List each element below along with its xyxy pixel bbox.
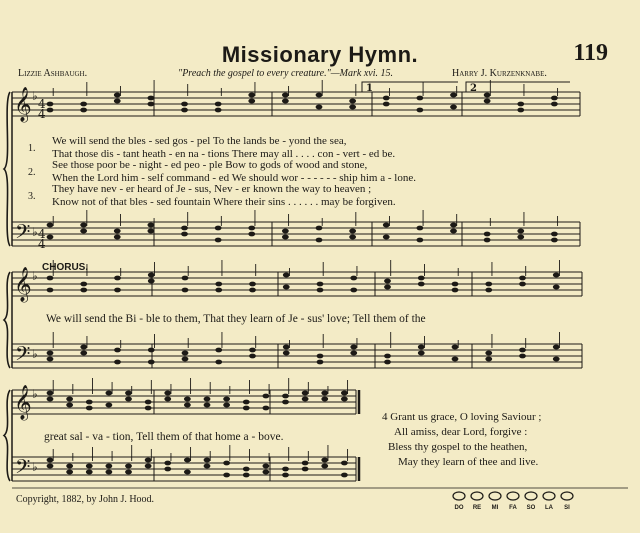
stanza-4-line-1: 4 Grant us grace, O loving Saviour ;: [382, 411, 542, 423]
bass-clef: 𝄢: [15, 455, 31, 483]
note-head: [223, 397, 230, 402]
note-head: [316, 105, 323, 110]
note-head: [321, 464, 328, 469]
flat-sign: ♭: [32, 387, 38, 401]
note-head: [316, 226, 323, 231]
time-signature: 4: [38, 237, 46, 251]
note-head: [384, 360, 391, 365]
note-head: [164, 467, 171, 472]
note-head: [349, 229, 356, 234]
note-head: [105, 403, 112, 408]
note-head: [114, 288, 121, 293]
note-head: [349, 105, 356, 110]
note-head: [262, 464, 269, 469]
note-head: [215, 226, 222, 231]
note-head: [223, 461, 230, 466]
solfa-note-icon: [561, 492, 573, 500]
note-head: [418, 345, 425, 350]
time-signature: 4: [38, 97, 46, 111]
note-head: [485, 351, 492, 356]
note-head: [282, 235, 289, 240]
ending-1-number: 1: [366, 83, 373, 94]
note-head: [105, 391, 112, 396]
solfa-syllable: MI: [491, 505, 499, 511]
note-head: [80, 345, 87, 350]
note-head: [517, 108, 524, 113]
page-number: 119: [573, 40, 608, 66]
note-head: [282, 473, 289, 478]
note-head: [114, 235, 121, 240]
note-head: [248, 99, 255, 104]
note-head: [485, 357, 492, 362]
chorus-label: CHORUS.: [42, 262, 89, 273]
hymn-title: Missionary Hymn.: [221, 42, 419, 67]
note-head: [452, 357, 459, 362]
note-head: [145, 464, 152, 469]
arranger-credit: Harry J. Kurzenknabe.: [452, 68, 547, 79]
note-head: [164, 397, 171, 402]
note-head: [551, 232, 558, 237]
note-head: [148, 273, 155, 278]
note-head: [145, 458, 152, 463]
solfa-legend: [450, 490, 576, 512]
note-head: [383, 96, 390, 101]
note-head: [215, 348, 222, 353]
verse-number: 2.: [28, 167, 36, 178]
note-head: [66, 403, 73, 408]
note-head: [182, 288, 189, 293]
note-head: [147, 102, 154, 107]
note-head: [80, 108, 87, 113]
solfa-note-icon: [543, 492, 555, 500]
note-head: [80, 288, 87, 293]
note-head: [243, 473, 250, 478]
chorus-line-1: We will send the Bi - ble to them, That they learn of Je - sus' love; Tell them of the: [46, 313, 426, 325]
note-head: [418, 282, 425, 287]
flat-sign: ♭: [32, 225, 38, 239]
note-head: [484, 232, 491, 237]
stanza-4-number: 4: [382, 411, 388, 423]
chorus-line-2: great sal - va - tion, Tell them of that home a - bove.: [44, 431, 284, 443]
note-head: [215, 102, 222, 107]
note-head: [114, 360, 121, 365]
note-head: [317, 288, 324, 293]
verse-number: 1.: [28, 143, 36, 154]
ending-bracket: [466, 82, 570, 92]
brace: [4, 272, 10, 368]
note-head: [243, 406, 250, 411]
note-head: [485, 288, 492, 293]
note-head: [147, 96, 154, 101]
note-head: [484, 93, 491, 98]
note-head: [551, 102, 558, 107]
solfa-syllable: SI: [564, 505, 570, 511]
note-head: [553, 345, 560, 350]
composer-credit: Lizzie Ashbaugh.: [18, 68, 88, 79]
note-head: [450, 105, 457, 110]
note-head: [249, 282, 256, 287]
note-head: [519, 354, 526, 359]
note-head: [114, 93, 121, 98]
note-head: [384, 285, 391, 290]
note-head: [553, 273, 560, 278]
verse-3-line-1: They have nev - er heard of Je - sus, Nev - er known the way to heaven ;: [52, 183, 372, 195]
verse-2-line-2: When the Lord him - self command - ed We should wor - - - - - - ship him a - lone.: [52, 172, 416, 184]
note-head: [47, 357, 54, 362]
note-head: [248, 226, 255, 231]
note-head: [519, 276, 526, 281]
note-head: [302, 461, 309, 466]
note-head: [47, 235, 54, 240]
note-head: [551, 238, 558, 243]
note-head: [125, 464, 132, 469]
note-head: [283, 351, 290, 356]
note-head: [316, 238, 323, 243]
stanza-4-line-4: May they learn of thee and live.: [398, 456, 539, 468]
note-head: [204, 397, 211, 402]
note-head: [317, 354, 324, 359]
note-head: [350, 345, 357, 350]
note-head: [223, 473, 230, 478]
note-head: [105, 470, 112, 475]
note-head: [80, 223, 87, 228]
note-head: [551, 96, 558, 101]
note-head: [145, 406, 152, 411]
note-head: [249, 288, 256, 293]
note-head: [283, 273, 290, 278]
note-head: [223, 403, 230, 408]
note-head: [204, 464, 211, 469]
ending-bracket: [362, 82, 458, 92]
flat-sign: ♭: [32, 347, 38, 361]
note-head: [450, 229, 457, 234]
note-head: [416, 226, 423, 231]
solfa-note-icon: [471, 492, 483, 500]
note-head: [317, 282, 324, 287]
note-head: [80, 282, 87, 287]
note-head: [86, 400, 93, 405]
note-head: [182, 357, 189, 362]
note-head: [383, 223, 390, 228]
solfa-note-icon: [453, 492, 465, 500]
note-head: [47, 276, 54, 281]
note-head: [182, 276, 189, 281]
verse-1-line-2: That those dis - tant heath - en na - tions There may all . . . . con - vert - ed be.: [52, 148, 396, 160]
note-head: [416, 238, 423, 243]
note-head: [145, 400, 152, 405]
note-head: [47, 397, 54, 402]
note-head: [181, 232, 188, 237]
note-head: [283, 345, 290, 350]
note-head: [302, 391, 309, 396]
note-head: [47, 102, 54, 107]
note-head: [184, 397, 191, 402]
note-head: [66, 397, 73, 402]
note-head: [164, 461, 171, 466]
note-head: [80, 102, 87, 107]
note-head: [86, 464, 93, 469]
note-head: [125, 397, 132, 402]
note-head: [450, 93, 457, 98]
note-head: [86, 406, 93, 411]
note-head: [47, 458, 54, 463]
note-head: [114, 99, 121, 104]
note-head: [204, 403, 211, 408]
note-head: [302, 467, 309, 472]
bass-clef: 𝄢: [15, 342, 31, 370]
note-head: [248, 93, 255, 98]
note-head: [47, 223, 54, 228]
note-head: [215, 288, 222, 293]
note-head: [517, 102, 524, 107]
note-head: [148, 279, 155, 284]
note-head: [341, 473, 348, 478]
note-head: [147, 229, 154, 234]
copyright-notice: Copyright, 1882, by John J. Hood.: [16, 494, 155, 505]
note-head: [114, 229, 121, 234]
note-head: [184, 458, 191, 463]
note-head: [147, 223, 154, 228]
note-head: [181, 226, 188, 231]
note-head: [47, 351, 54, 356]
note-head: [148, 348, 155, 353]
note-head: [321, 458, 328, 463]
verse-1-line-1: We will send the bles - sed gos - pel To the lands be - yond the sea,: [52, 135, 347, 147]
note-head: [302, 397, 309, 402]
note-head: [341, 391, 348, 396]
solfa-syllable: DO: [454, 505, 464, 511]
flat-sign: ♭: [32, 269, 38, 283]
flat-sign: ♭: [32, 89, 38, 103]
time-signature: 4: [38, 227, 46, 241]
note-head: [66, 470, 73, 475]
note-head: [47, 391, 54, 396]
note-head: [243, 400, 250, 405]
note-head: [181, 108, 188, 113]
note-head: [215, 360, 222, 365]
note-head: [349, 235, 356, 240]
stanza-4-line-2: All amiss, dear Lord, forgive :: [394, 426, 528, 438]
note-head: [321, 397, 328, 402]
note-head: [349, 99, 356, 104]
note-head: [184, 403, 191, 408]
time-signature: 4: [38, 107, 46, 121]
solfa-syllable: SO: [526, 505, 536, 511]
note-head: [452, 282, 459, 287]
note-head: [282, 400, 289, 405]
solfa-syllable: FA: [509, 505, 517, 511]
note-head: [125, 470, 132, 475]
note-head: [484, 99, 491, 104]
note-head: [181, 102, 188, 107]
brace: [4, 92, 10, 246]
brace: [4, 390, 10, 481]
note-head: [517, 229, 524, 234]
solfa-syllable: LA: [545, 505, 553, 511]
note-head: [215, 238, 222, 243]
note-head: [47, 288, 54, 293]
treble-clef: 𝄞: [14, 87, 32, 122]
note-head: [86, 470, 93, 475]
note-head: [262, 394, 269, 399]
bass-clef: 𝄢: [15, 220, 31, 248]
note-head: [485, 282, 492, 287]
note-head: [249, 348, 256, 353]
note-head: [416, 96, 423, 101]
note-head: [148, 360, 155, 365]
note-head: [383, 102, 390, 107]
note-head: [282, 394, 289, 399]
solfa-syllable: RE: [472, 505, 482, 511]
verse-3-line-2: Know not of that bles - sed fountain Where their sins . . . . . . may be forgiven.: [52, 196, 396, 208]
ending-2-number: 2: [470, 83, 477, 94]
note-head: [282, 93, 289, 98]
note-head: [416, 108, 423, 113]
solfa-note-icon: [489, 492, 501, 500]
note-head: [452, 288, 459, 293]
note-head: [553, 357, 560, 362]
note-head: [215, 108, 222, 113]
flat-sign: ♭: [32, 460, 38, 474]
note-head: [341, 461, 348, 466]
note-head: [282, 229, 289, 234]
note-head: [418, 351, 425, 356]
note-head: [249, 354, 256, 359]
solfa-note-icon: [507, 492, 519, 500]
note-head: [321, 391, 328, 396]
note-head: [182, 351, 189, 356]
note-head: [114, 276, 121, 281]
note-head: [105, 464, 112, 469]
note-head: [341, 397, 348, 402]
note-head: [282, 99, 289, 104]
note-head: [66, 464, 73, 469]
stanza-4: [382, 410, 541, 470]
treble-clef: 𝄞: [14, 267, 32, 302]
note-head: [80, 229, 87, 234]
note-head: [384, 279, 391, 284]
note-head: [114, 348, 121, 353]
note-head: [418, 276, 425, 281]
solfa-note-icon: [525, 492, 537, 500]
note-head: [452, 345, 459, 350]
note-head: [80, 351, 87, 356]
note-head: [484, 238, 491, 243]
stanza-4-line-3: Bless thy gospel to the heathen,: [388, 441, 528, 453]
note-head: [519, 282, 526, 287]
note-head: [350, 276, 357, 281]
note-head: [215, 282, 222, 287]
treble-clef: 𝄞: [14, 385, 32, 420]
note-head: [262, 406, 269, 411]
note-head: [125, 391, 132, 396]
note-head: [519, 348, 526, 353]
note-head: [383, 235, 390, 240]
note-head: [350, 288, 357, 293]
scripture-reference: "Preach the gospel to every creature."—Mark xvi. 15.: [178, 68, 393, 79]
note-head: [184, 470, 191, 475]
note-head: [317, 360, 324, 365]
note-head: [262, 470, 269, 475]
note-head: [164, 391, 171, 396]
note-head: [283, 285, 290, 290]
note-head: [316, 93, 323, 98]
note-head: [243, 467, 250, 472]
note-head: [553, 285, 560, 290]
note-head: [350, 351, 357, 356]
note-head: [384, 354, 391, 359]
verse-number: 3.: [28, 191, 36, 202]
note-head: [47, 464, 54, 469]
note-head: [517, 235, 524, 240]
note-head: [47, 108, 54, 113]
note-head: [204, 458, 211, 463]
verse-2-line-1: See those poor be - night - ed peo - ple Bow to gods of wood and stone,: [52, 159, 368, 171]
note-head: [450, 223, 457, 228]
note-head: [282, 467, 289, 472]
note-head: [248, 232, 255, 237]
